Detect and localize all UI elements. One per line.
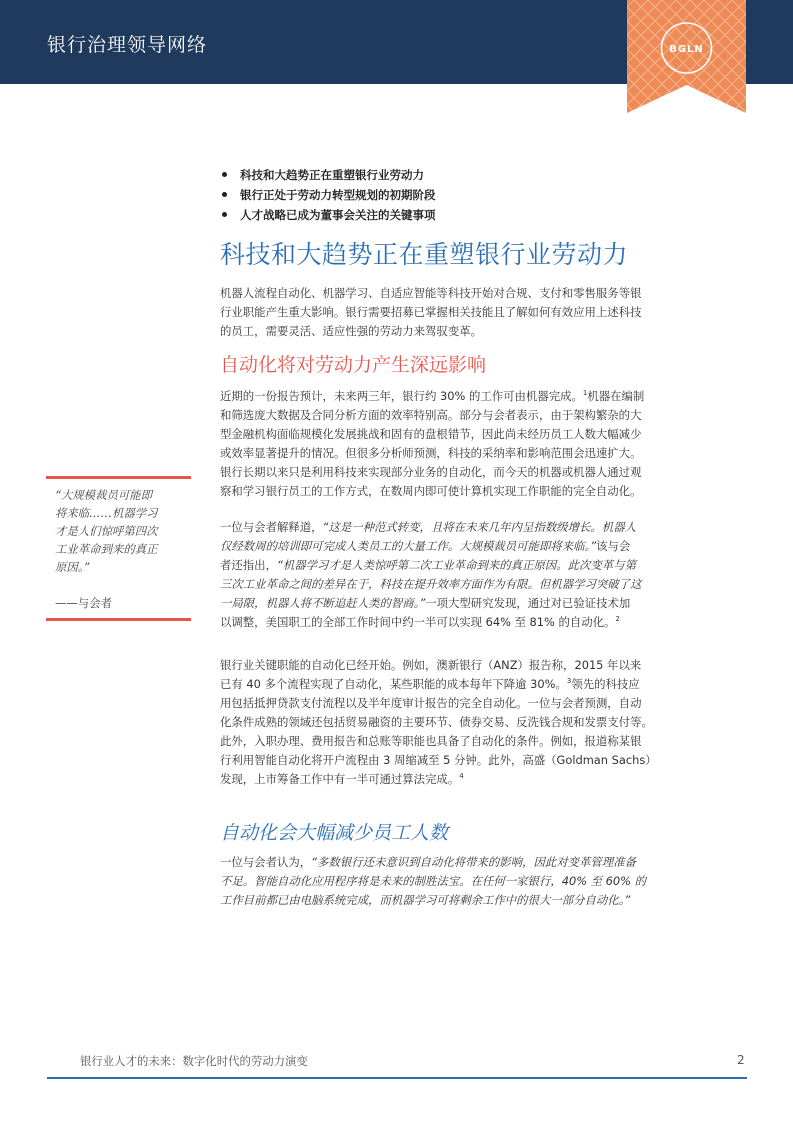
footnote-ref: 4 (459, 772, 464, 780)
sidebar-quote: “大规模裁员可能即 将来临……机器学习 才是人们惊呼第四次 工业革命到来的真正 原因。” (55, 488, 158, 574)
section-heading-headcount: 自动化会大幅减少员工人数 (220, 822, 449, 844)
bgln-logo (627, 0, 746, 113)
intro-paragraph: 机器人流程自动化、机器学习、自适应智能等科技开始对合规、支付和零售服务等银 行业职能产生重大影响。银行需要招募已掌握相关技能且了解如何有效应用上述科技 的员工，需要灵活、适应性强的劳动力来驾驭变革。 (220, 286, 642, 338)
bullet-item: 科技和大趋势正在重塑银行业劳动力 (222, 165, 436, 185)
header-title: 银行治理领导网络 (47, 34, 208, 56)
footer-rule (47, 1077, 747, 1079)
quote-rule-top (46, 476, 191, 479)
paragraph-participant-quote: 一位与会者解释道，“这是一种范式转变，且将在未来几年内呈指数级增长。机器人 仅经数周的培训即可完成人类员工的大量工作。大规模裁员可能即将来临。”该与会 者还指出，“机器学习才是人类惊呼第二次工业革命到来的真正原因。此次变革与第 三次工业革命之间的差异在于，科技在提升效率方面作为有限。但机器学习突破了这 一局限，机器人将不断追赶人类的智商。”一项大型研究发现，通过对已验证技术加 以调整，美国职工的全部工作时间中约一半可以实现 64% 至 81% 的自动化。$^2$ (220, 520, 642, 629)
bullet-dot-icon (222, 212, 227, 217)
section-heading-automation-impact: 自动化将对劳动力产生深远影响 (220, 354, 487, 376)
footer-title: 银行业人才的未来：数字化时代的劳动力演变 (80, 1054, 308, 1068)
paragraph-report: 近期的一份报告预计，未来两三年，银行约 30% 的工作可由机器完成。$^1$机器在编制 和筛选庞大数据及合同分析方面的效率特别高。部分与会者表示，由于架构繁杂的大 型金融机构面临规模化发展挑战和固有的盘根错节，因此尚未经历员工人数大幅减少 或效率显著提升的情况。但很多分析师预测，科技的采纳率和影响范围会迅速扩大。 银行长期以来只是利用科技来实现部分业务的自动化，而今天的机器或机器人通过观 察和学习银行员工的工作方式，在数周内即可使计算机实现工作职能的完全自动化。 (220, 389, 645, 498)
bullet-dot-icon (222, 192, 227, 197)
summary-bullets (222, 165, 436, 225)
bullet-item: 人才战略已成为董事会关注的关键事项 (222, 205, 436, 225)
footnote-ref: 1 (582, 389, 588, 397)
logo-text: BGLN (669, 44, 704, 55)
quote-attribution: ——与会者 (55, 596, 112, 610)
bullet-dot-icon (222, 172, 227, 177)
section-heading-tech-trends: 科技和大趋势正在重塑银行业劳动力 (220, 240, 629, 269)
footnote-ref: 3 (566, 677, 572, 685)
page-number: 2 (737, 1053, 745, 1067)
paragraph-headcount: 一位与会者认为，“多数银行还未意识到自动化将带来的影响，因此对变革管理准备 不足。智能自动化应用程序将是未来的制胜法宝。在任何一家银行，40% 至 60% 的 工作目前都已由电脑系统完成，而机器学习可将剩余工作中的很大一部分自动化。” (220, 855, 646, 907)
logo-ribbon-icon (627, 0, 746, 113)
quote-rule-bottom (46, 618, 191, 621)
footnote-ref: 2 (615, 615, 620, 623)
bullet-item: 银行正处于劳动力转型规划的初期阶段 (222, 185, 436, 205)
paragraph-key-functions: 银行业关键职能的自动化已经开始。例如，澳新银行（ANZ）报告称，2015 年以来 已有 40 多个流程实现了自动化，某些职能的成本每年下降逾 30%。$^3$领先的科技应 用包括抵押贷款支付流程以及半年度审计报告的完全自动化。一位与会者预测，自动 化条件成熟的领域还包括贸易融资的主要环节、债券交易、反洗钱合规和发票支付等。 此外，入职办理、费用报告和总账等职能也具备了自动化的条件。例如，报道称某银 行利用智能自动化将开户流程由 3 周缩减至 5 分钟。此外，高盛（Goldman Sachs） 发现，上市筹备工作中有一半可通过算法完成。$^4$ (220, 658, 657, 786)
